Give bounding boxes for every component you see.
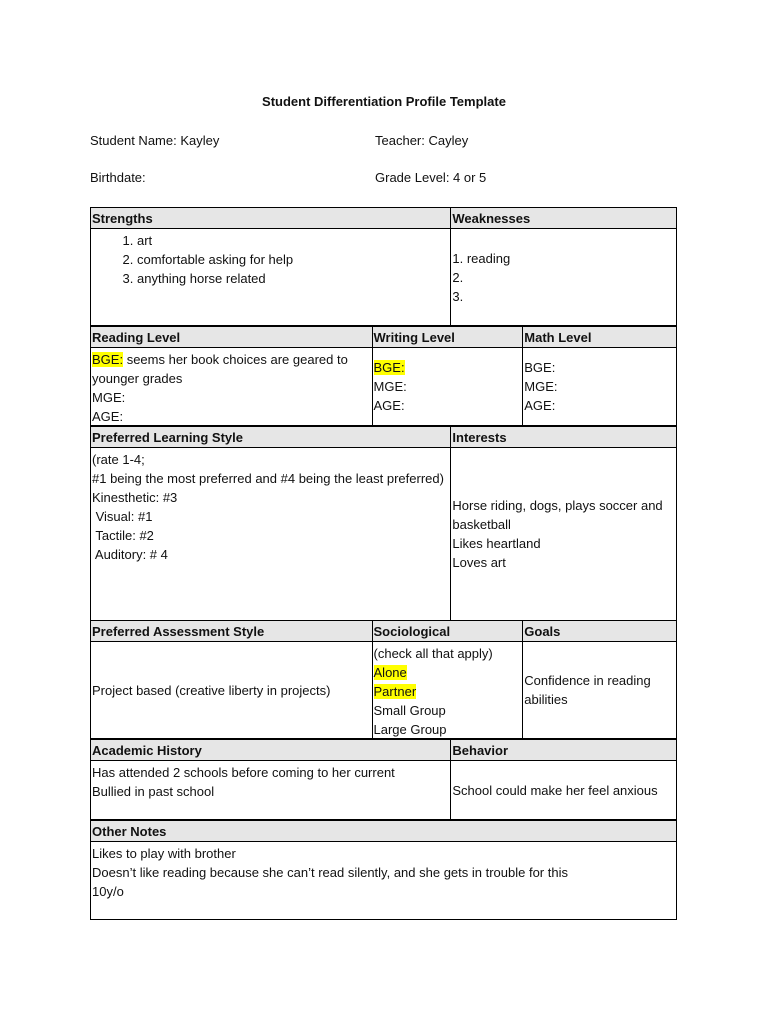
math-level-cell [523,348,677,426]
strength-item: 2. comfortable asking for help [137,250,448,269]
interests-header: Interests [451,426,677,448]
document-title: Student Differentiation Profile Template [262,94,506,109]
math-mge: MGE: [524,379,558,394]
weaknesses-header: Weaknesses [451,207,677,229]
strengths-header: Strengths [91,207,451,229]
academic-history-header: Academic History [91,739,451,761]
math-age: AGE: [524,398,556,413]
learning-style-line: #1 being the most preferred and #4 being the least preferred) [92,471,444,486]
reading-level-header: Reading Level [91,326,373,348]
writing-age: AGE: [373,398,405,413]
levels-table [90,326,677,426]
academic-history-line: Has attended 2 schools before coming to her current [92,765,395,780]
assessment-table [90,620,677,739]
writing-level-cell [373,348,524,426]
writing-mge: MGE: [373,379,407,394]
other-notes-line: 10y/o [92,884,124,899]
learning-style-line: (rate 1-4; [92,452,145,467]
academic-history-cell [91,761,451,820]
sociological-instruction: (check all that apply) [373,646,493,661]
teacher-name: Teacher: Cayley [375,133,469,148]
sociological-cell [373,642,524,739]
strengths-weaknesses-table [90,207,677,326]
learning-style-line: Auditory: # 4 [92,547,168,562]
learning-style-header: Preferred Learning Style [91,426,451,448]
other-notes-header: Other Notes [91,820,677,842]
assessment-style-header: Preferred Assessment Style [91,620,373,642]
birthdate: Birthdate: [90,170,146,185]
weakness-item: 1. reading [452,250,511,266]
learning-style-line: Kinesthetic: #3 [92,490,178,505]
behavior-cell [451,761,677,820]
assessment-style-cell [91,642,373,739]
student-name: Student Name: Kayley [90,133,220,148]
sociological-option-small-group: Small Group [373,703,446,718]
learning-style-cell [91,448,451,621]
behavior-text: School could make her feel anxious [452,782,658,798]
math-level-header: Math Level [523,326,677,348]
goals-cell [523,642,677,739]
interest-line: Horse riding, dogs, plays soccer and basketball [452,498,663,532]
interest-line: Likes heartland [452,536,541,551]
other-notes-line: Likes to play with brother [92,846,236,861]
reading-age: AGE: [92,409,124,424]
reading-mge: MGE: [92,390,126,405]
learning-interests-table [90,426,677,621]
reading-bge-text: seems her book choices are geared to younger grades [92,352,348,386]
weaknesses-cell [451,229,677,326]
grade-level: Grade Level: 4 or 5 [375,170,487,185]
sociological-option-large-group: Large Group [373,722,447,737]
sociological-option-partner: Partner [373,684,417,699]
reading-bge-label: BGE: [92,352,124,367]
assessment-style-text: Project based (creative liberty in projects) [92,682,331,698]
reading-level-cell [91,348,373,426]
learning-style-line: Visual: #1 [92,509,153,524]
writing-bge: BGE: [373,360,405,375]
weakness-item: 3. [452,288,464,304]
sociological-header: Sociological [373,620,524,642]
goals-text: Confidence in reading abilities [524,673,651,707]
strength-item: 1. art [137,231,448,250]
other-notes-table [90,820,677,920]
writing-level-header: Writing Level [373,326,524,348]
goals-header: Goals [523,620,677,642]
academic-history-line: Bullied in past school [92,784,215,799]
strengths-cell [91,229,451,326]
math-bge: BGE: [524,360,556,375]
learning-style-line: Tactile: #2 [92,528,154,543]
weakness-item: 2. [452,269,464,285]
interest-line: Loves art [452,555,506,570]
interests-cell [451,448,677,621]
behavior-header: Behavior [451,739,677,761]
strengths-list [92,231,448,288]
other-notes-cell [91,842,677,920]
sociological-option-alone: Alone [373,665,407,680]
history-behavior-table [90,739,677,820]
strength-item: 3. anything horse related [137,269,448,288]
other-notes-line: Doesn’t like reading because she can’t read silently, and she gets in trouble for this [92,865,568,880]
